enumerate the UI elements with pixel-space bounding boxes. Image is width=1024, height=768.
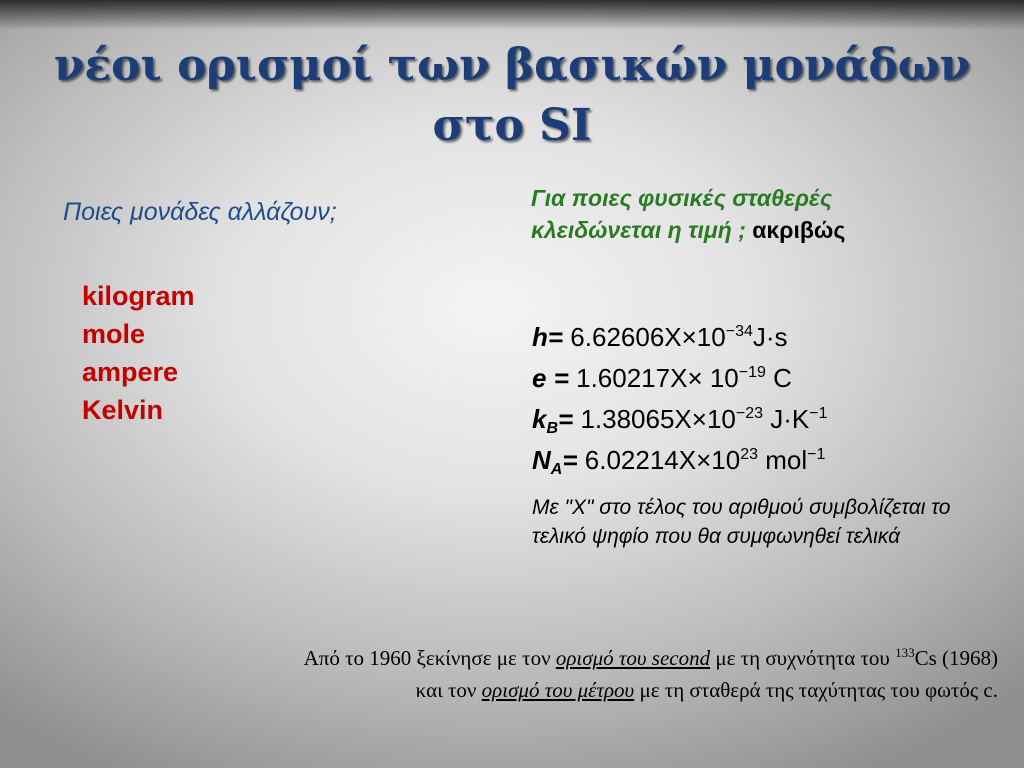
footer-line-2-start: και τον	[415, 678, 482, 702]
constant-exponent: −19	[738, 364, 766, 381]
constant-avogadro	[532, 440, 828, 481]
constant-unit-exponent: −1	[809, 405, 828, 422]
constant-planck	[532, 317, 828, 358]
unit-kilogram: kilogram	[82, 281, 195, 311]
constant-symbol: h	[532, 322, 548, 352]
constant-value: 1.38065X×10	[573, 404, 736, 434]
constant-equals: =	[547, 322, 564, 352]
constant-equals: =	[558, 404, 574, 434]
constant-subscript: A	[550, 461, 563, 478]
units-list	[82, 277, 195, 429]
constant-symbol: N	[532, 445, 551, 475]
unit-mole: mole	[82, 319, 146, 349]
footer-line-1-end: Cs (1968)	[914, 646, 998, 670]
constant-boltzmann	[532, 399, 828, 440]
constant-subscript: B	[546, 420, 559, 437]
constant-unit: J·s	[752, 322, 788, 352]
title-line-2: στο SI	[432, 100, 592, 151]
cesium-mass-number: 133	[895, 645, 915, 660]
constant-unit: C	[765, 363, 792, 393]
second-definition-link[interactable]: ορισμό του second	[555, 646, 711, 670]
footer-line-1-start: Από το 1960 ξεκίνησε με τον	[303, 646, 556, 670]
constant-value: 6.62606X×10	[563, 322, 726, 352]
footer-text	[30, 642, 998, 706]
page-title	[0, 36, 1024, 156]
units-question: Ποιες μονάδες αλλάζουν;	[63, 198, 337, 226]
constant-exponent: −23	[735, 405, 764, 422]
constant-symbol: k	[532, 404, 547, 434]
constants-question-line-2: κλειδώνεται η τιμή ;	[531, 217, 746, 243]
metre-definition-link[interactable]: ορισμό του μέτρου	[481, 678, 635, 702]
top-shadow	[0, 0, 1024, 30]
footer-line-2-end: με τη σταθερά της ταχύτητας του φωτός c.	[634, 678, 998, 702]
constants-question	[531, 182, 845, 246]
title-line-1: νέοι ορισμοί των βασικών μονάδων	[53, 40, 971, 91]
constant-exponent: −34	[725, 323, 753, 340]
constant-symbol: e	[532, 363, 547, 393]
x-digit-note: Με "X" στο τέλος του αριθμού συμβολίζεται το τελικό ψηφίο που θα συμφωνηθεί τελικά	[532, 496, 951, 548]
constant-unit-exponent: −1	[807, 446, 826, 463]
constant-value: 1.60217X× 10	[568, 363, 739, 393]
constants-question-line-1: Για ποιες φυσικές σταθερές	[531, 185, 833, 211]
constant-value: 6.02214X×10	[577, 445, 741, 475]
unit-kelvin: Kelvin	[82, 395, 164, 425]
constant-unit: mol	[757, 445, 808, 475]
constant-equals: =	[562, 445, 578, 475]
constant-elementary-charge	[532, 358, 828, 399]
footer-line-1-mid: με τη συχνότητα του	[710, 646, 896, 670]
constant-equals: =	[546, 363, 569, 393]
constants-question-emph: ακριβώς	[752, 217, 846, 243]
constant-unit: J·K	[763, 404, 810, 434]
constant-exponent: 23	[740, 446, 758, 463]
constants-list	[532, 317, 828, 481]
unit-ampere: ampere	[82, 357, 179, 387]
